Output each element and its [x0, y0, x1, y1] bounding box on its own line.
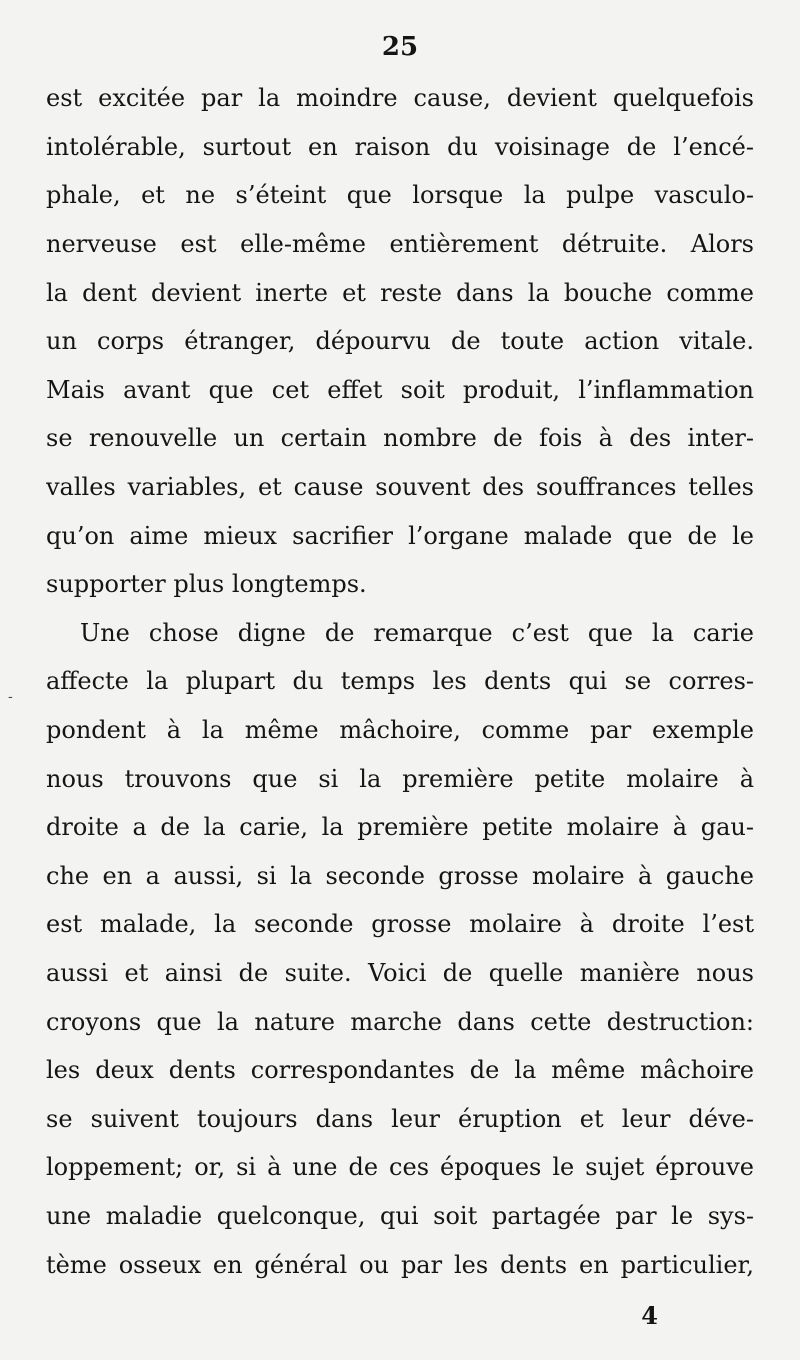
text-line: pondent à la même mâchoire, comme par exemple: [46, 716, 754, 745]
text-line: intolérable, surtout en raison du voisinage de l’encé-: [46, 132, 754, 161]
text-line: les deux dents correspondantes de la même mâchoire: [46, 1056, 754, 1085]
text-line: est malade, la seconde grosse molaire à droite l’est: [46, 910, 754, 939]
text-line: se renouvelle un certain nombre de fois à des inter-: [46, 424, 754, 453]
paragraph-last-line: supporter plus longtemps.: [46, 570, 367, 599]
text-line: un corps étranger, dépourvu de toute action vitale.: [46, 327, 754, 356]
text-line: croyons que la nature marche dans cette destruction:: [46, 1007, 754, 1036]
text-line: est excitée par la moindre cause, devient quelquefois: [46, 84, 754, 113]
body-text: [46, 74, 754, 1289]
text-line: droite a de la carie, la première petite molaire à gau-: [46, 813, 754, 842]
text-line: aussi et ainsi de suite. Voici de quelle manière nous: [46, 958, 754, 987]
text-line: une maladie quelconque, qui soit partagée par le sys-: [46, 1201, 754, 1230]
signature-mark: 4: [641, 1301, 658, 1330]
text-line: la dent devient inerte et reste dans la bouche comme: [46, 278, 754, 307]
paragraph-first-line: Une chose digne de remarque c’est que la carie: [80, 618, 754, 647]
text-line: valles variables, et cause souvent des souffrances telles: [46, 473, 754, 502]
text-line: qu’on aime mieux sacrifier l’organe malade que de le: [46, 521, 754, 550]
text-line: nerveuse est elle-même entièrement détruite. Alors: [46, 230, 754, 259]
margin-mark: -: [8, 689, 13, 705]
text-line: che en a aussi, si la seconde grosse molaire à gauche: [46, 861, 754, 890]
text-line: affecte la plupart du temps les dents qui se corres-: [46, 667, 754, 696]
text-line: nous trouvons que si la première petite molaire à: [46, 764, 754, 793]
text-line: loppement; or, si à une de ces époques le sujet éprouve: [46, 1153, 754, 1182]
text-line: se suivent toujours dans leur éruption et leur déve-: [46, 1104, 754, 1133]
text-line: phale, et ne s’éteint que lorsque la pulpe vasculo-: [46, 181, 754, 210]
text-line: tème osseux en général ou par les dents en particulier,: [46, 1250, 754, 1279]
page-number: 25: [381, 32, 419, 62]
text-line: Mais avant que cet effet soit produit, l’inflammation: [46, 375, 754, 404]
